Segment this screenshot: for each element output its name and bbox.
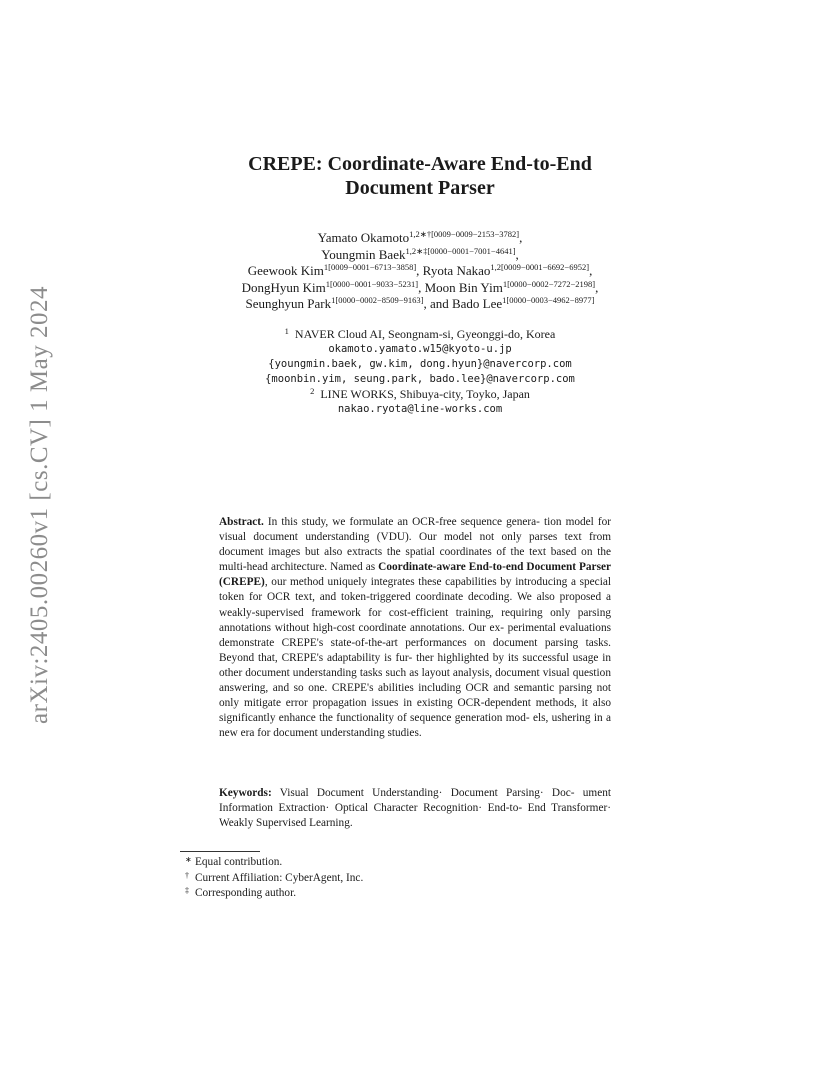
author-sup: 1,2∗†[0009−0009−2153−3782]	[409, 229, 520, 239]
author-name: Yamato Okamoto	[317, 230, 410, 245]
author-sup: 1[0009−0001−6713−3858]	[323, 262, 417, 272]
author-name: DongHyun Kim	[241, 279, 326, 295]
abstract-label: Abstract.	[219, 516, 264, 528]
affiliation-1	[160, 327, 680, 342]
abstract-text: uniquely integrates these capabilities by introducing a special token for	[219, 576, 611, 604]
email-line: okamoto.yamato.w15@kyoto-u.jp	[328, 343, 512, 355]
author-sup: 1[0000−0002−7272−2198]	[502, 278, 596, 289]
author-sup: 1,2∗‡[0000−0001−7001−4641]	[405, 245, 516, 256]
author-line	[160, 247, 680, 264]
author-name: Moon Bin Yim	[424, 279, 503, 295]
affiliations	[160, 327, 680, 417]
author-name: Ryota Nakao	[422, 263, 491, 278]
author-name: Bado Lee	[451, 296, 503, 311]
author-list	[160, 230, 680, 313]
author-sup: 1,2[0009−0001−6692−6952]	[490, 262, 590, 272]
author-line	[160, 280, 680, 297]
title-line-1: CREPE: Coordinate-Aware End-to-End	[248, 153, 592, 175]
author-separator: ,	[589, 263, 593, 278]
abstract-text: on document parsing tasks. Beyond that, CREPE's adaptability is fur-	[219, 636, 611, 664]
author-separator: ,	[515, 246, 519, 262]
abstract-text: also significantly enhance the functionality of sequence generation mod-	[219, 697, 611, 725]
author-separator: ,	[418, 279, 422, 295]
abstract-text: parsing annotations without high-cost coordinate annotations. Our ex-	[219, 606, 611, 634]
keywords-label: Keywords:	[219, 787, 272, 799]
footnote-mark: ‡	[185, 886, 189, 895]
footnote	[185, 870, 615, 887]
footnote-text: Current Affiliation: CyberAgent, Inc.	[195, 871, 364, 884]
footnote-rule	[180, 851, 260, 852]
abstract	[219, 515, 611, 741]
author-name: Geewook Kim	[247, 263, 324, 278]
abstract-text: In this study, we formulate an OCR-free sequence genera-	[267, 516, 540, 528]
abstract-text: only parses text from document images but also extracts the spatial	[219, 531, 611, 559]
author-separator: , and	[423, 296, 449, 311]
author-name: Youngmin Baek	[321, 246, 406, 262]
title-line-2: Document Parser	[345, 177, 495, 199]
abstract-named-model: Coordinate-aware End-to-end Document Parser (CREPE)	[219, 561, 611, 589]
author-sup: 1[0000−0003−4962−8977]	[502, 295, 595, 305]
author-line	[160, 296, 680, 313]
abstract-text: els, ushering in a new era for document understanding studies.	[219, 712, 611, 740]
abstract-text: so one. CREPE's abilities including OCR and semantic parsing not only	[219, 682, 611, 710]
footnote-text: Corresponding author.	[195, 887, 297, 899]
footnote-text: Equal contribution.	[195, 856, 283, 868]
keywords-text: Visual Document Understanding· Document Parsing· Doc- ument Information Extraction· Optical Character Recognition· End-to- End Transformer· Weakly Supervised Learning.	[219, 787, 612, 830]
affiliation-text: LINE WORKS, Shibuya-city, Toyko, Japan	[320, 387, 530, 401]
footnote	[185, 855, 615, 871]
author-separator: ,	[416, 263, 420, 278]
email-line: nakao.ryota@line-works.com	[337, 403, 503, 415]
affiliation-mark: 2	[310, 386, 315, 396]
arxiv-identifier: arXiv:2405.00260v1 [cs.CV] 1 May 2024	[26, 286, 53, 724]
author-sup: 1[0000−0001−9033−5231]	[325, 278, 419, 289]
author-separator: ,	[519, 230, 523, 245]
footnotes	[185, 855, 615, 902]
footnote-mark: ∗	[185, 855, 192, 864]
email-line: {youngmin.baek, gw.kim, dong.hyun}@navercorp.com	[268, 358, 572, 370]
email-line: {moonbin.yim, seung.park, bado.lee}@navercorp.com	[265, 373, 575, 385]
abstract-text: perimental evaluations demonstrate CREPE's state-of-the-art performances	[219, 621, 612, 649]
abstract-text: mitigate error propagation issues in existing OCR-dependent methods, it	[243, 697, 588, 710]
author-name: Seunghyun Park	[245, 296, 332, 311]
abstract-text: OCR text, and token-triggered coordinate decoding. We also proposed	[267, 591, 602, 604]
footnote-mark: †	[185, 870, 189, 880]
keywords	[219, 786, 611, 831]
affiliation-2	[160, 387, 680, 402]
abstract-text: coordinates of the text based on the multi-head architecture. Named as	[219, 546, 611, 574]
abstract-text: ther highlighted by its successful usage in other document understanding	[219, 651, 612, 679]
abstract-text: a weakly-supervised framework for cost-efficient training, requiring only	[219, 591, 612, 619]
author-line	[160, 230, 680, 247]
affiliation-mark: 1	[284, 326, 289, 336]
abstract-text: , our method	[264, 576, 324, 589]
abstract-text: tion model for visual document understanding (VDU). Our model not	[219, 516, 612, 544]
author-separator: ,	[595, 279, 599, 295]
author-sup: 1[0000−0002−8509−9163]	[331, 295, 424, 305]
abstract-text: tasks such as layout analysis, document visual question answering, and	[219, 666, 611, 695]
affiliation-text: NAVER Cloud AI, Seongnam-si, Gyeonggi-do, Korea	[294, 327, 556, 341]
paper-title	[150, 152, 690, 200]
author-line	[160, 263, 680, 280]
footnote	[185, 886, 615, 902]
